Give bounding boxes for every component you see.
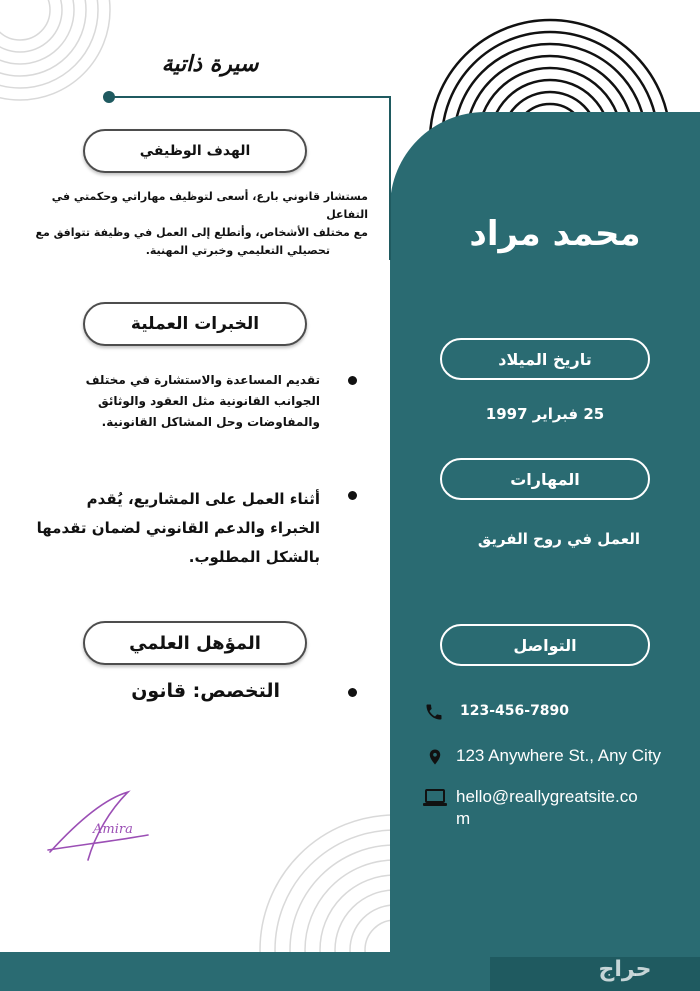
laptop-icon bbox=[423, 788, 447, 808]
experience-item-2-line: أثناء العمل على المشاريع، يُقدم bbox=[86, 490, 320, 508]
watermark-logo: حراج bbox=[598, 957, 652, 982]
education-item: التخصص: قانون bbox=[131, 680, 280, 702]
skills-value: العمل في روح الفريق bbox=[477, 530, 640, 548]
experience-heading bbox=[83, 302, 307, 346]
education-heading bbox=[83, 621, 307, 665]
birthdate-value: 25 فبراير 1997 bbox=[485, 405, 605, 423]
objective-heading bbox=[83, 129, 307, 173]
experience-item-1-line: تقديم المساعدة والاستشارة في مختلف bbox=[85, 373, 320, 387]
experience-heading-label: الخبرات العملية bbox=[130, 314, 260, 334]
objective-text bbox=[18, 188, 368, 260]
skills-heading-label: المهارات bbox=[510, 469, 580, 489]
contact-phone: 123-456-7890 bbox=[460, 703, 570, 719]
signature-text: Amira bbox=[93, 822, 133, 837]
experience-item-2-line: الخبراء والدعم القانوني لضمان تقدمها bbox=[36, 519, 320, 537]
contact-address: 123 Anywhere St., Any City bbox=[456, 746, 662, 765]
contact-heading-label: التواصل bbox=[513, 635, 577, 655]
objective-line: تحصيلي التعليمي وخبرتي المهنية. bbox=[145, 244, 330, 257]
birthdate-heading bbox=[440, 338, 650, 380]
experience-bullet-2 bbox=[348, 491, 357, 500]
experience-item-1-line: الجوانب القانونية مثل العقود والوثائق bbox=[98, 394, 320, 408]
decorative-arcs-bottom bbox=[255, 810, 395, 960]
birthdate-heading-label: تاريخ الميلاد bbox=[498, 349, 592, 369]
location-pin-icon bbox=[426, 746, 444, 768]
experience-item-2-line: بالشكل المطلوب. bbox=[188, 548, 320, 566]
experience-item-1 bbox=[40, 370, 320, 433]
contact-email bbox=[456, 786, 638, 830]
objective-line: مستشار قانوني بارع، أسعى لتوظيف مهاراتي وحكمتي في التفاعل bbox=[51, 190, 368, 221]
skills-heading bbox=[440, 458, 650, 500]
decorative-arcs-top-left bbox=[0, 0, 110, 120]
education-bullet bbox=[348, 688, 357, 697]
objective-heading-label: الهدف الوظيفي bbox=[139, 143, 251, 159]
contact-heading bbox=[440, 624, 650, 666]
phone-icon bbox=[424, 702, 444, 722]
page-title: سيرة ذاتية bbox=[161, 52, 259, 77]
education-heading-label: المؤهل العلمي bbox=[129, 632, 261, 654]
experience-bullet-1 bbox=[348, 376, 357, 385]
contact-email-line: hello@reallygreatsite.co bbox=[456, 787, 638, 806]
experience-item-2 bbox=[20, 485, 320, 572]
objective-line: مع مختلف الأشخاص، وأتطلع إلى العمل في وظيفة تتوافق مع bbox=[35, 226, 368, 239]
profile-name: محمد مراد bbox=[469, 214, 641, 254]
experience-item-1-line: والمفاوضات وحل المشاكل القانونية. bbox=[101, 415, 320, 429]
footer-bar bbox=[0, 952, 490, 991]
contact-email-line: m bbox=[456, 809, 471, 828]
